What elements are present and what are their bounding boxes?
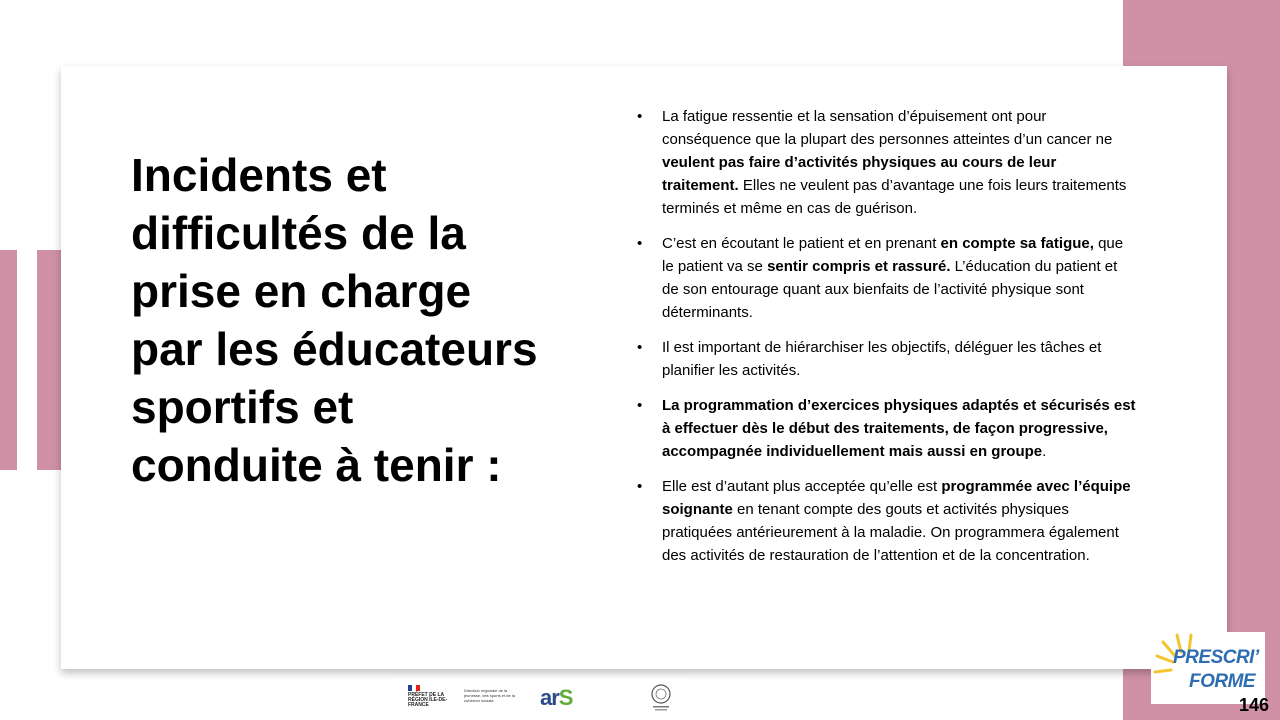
bullet-text: C’est en écoutant le patient et en prenant: [662, 235, 941, 252]
bullet-item: [637, 475, 1137, 567]
page-number: 146: [1239, 695, 1270, 715]
bullet-text: Il est important de hiérarchiser les objectifs, déléguer les tâches et planifier les activités.: [662, 339, 1102, 379]
logo-line1: PRESCRI’: [1173, 647, 1259, 668]
bullet-text-bold: veulent pas faire d’activités physiques au cours de leur traitement.: [662, 154, 1057, 194]
bullet-list: [637, 105, 1137, 567]
logo-line2: FORME: [1189, 671, 1256, 692]
bullet-item: [637, 232, 1137, 324]
bullet-text: L’éducation du patient et de son entourage quant aux bienfaits de l’activité physique sont déterminants.: [662, 258, 1118, 321]
ministry-seal-icon: [650, 683, 672, 713]
drjscs-logo: Direction régionale de la jeunesse, des sports et de la cohésion sociale: [464, 688, 515, 703]
bullet-text: Elles ne veulent pas d’avantage une fois leurs traitements terminés et même en cas de guérison.: [662, 177, 1127, 217]
bullet-text-bold: sentir compris et rassuré.: [767, 258, 951, 275]
ars-logo: arS: [540, 685, 573, 710]
bullet-text: La fatigue ressentie et la sensation d’épuisement ont pour conséquence que la plupart des personnes atteintes d’un cancer ne: [662, 108, 1113, 148]
bullet-text: en tenant compte des gouts et activités physiques pratiquées antérieurement à la maladie. On programmera également des activités de restauration de l’attention et de la concentration.: [662, 501, 1119, 564]
bullet-text: Elle est d’autant plus acceptée qu’elle est: [662, 478, 942, 495]
slide-title: Incidents et difficultés de la prise en charge par les éducateurs sportifs et conduite à tenir :: [131, 149, 538, 491]
decor-band-left-outer: [0, 250, 17, 470]
decor-band-left-inner: [37, 250, 61, 470]
bullet-text: que le patient va se: [662, 235, 1124, 275]
bullet-text: .: [1042, 443, 1047, 460]
partner-logos: [398, 679, 688, 717]
bullet-text-bold: programmée avec l’équipe soignante: [662, 478, 1131, 518]
bullet-text-bold: en compte sa fatigue,: [940, 235, 1094, 252]
bullet-text-bold: La programmation d’exercices physiques adaptés et sécurisés est à effectuer dès le début des traitements, de façon progressive, accompagnée individuellement mais aussi en groupe: [662, 397, 1136, 460]
bullet-item: [637, 336, 1137, 382]
prefet-logo: PRÉFET DE LA RÉGION ÎLE-DE-FRANCE: [408, 685, 448, 708]
flag-icon: [408, 685, 420, 691]
prescriforme-logo: [1151, 632, 1265, 704]
bullet-item: [637, 105, 1137, 220]
bullet-item: [637, 394, 1137, 463]
